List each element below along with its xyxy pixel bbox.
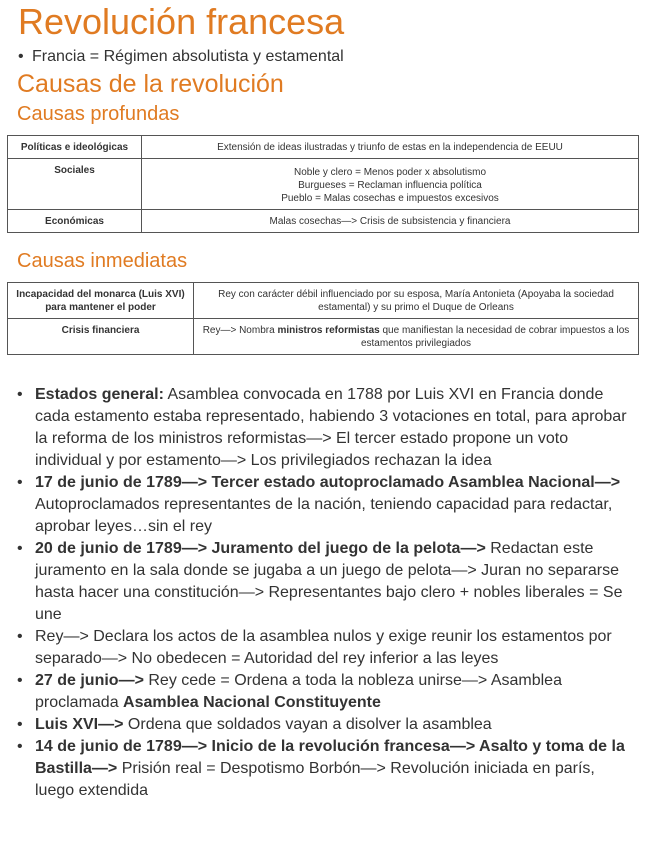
bullet: •: [17, 474, 23, 491]
subsection-title-deep: Causas profundas: [17, 103, 180, 125]
note-emphasis: Luis XVI—>: [35, 716, 124, 733]
deep-causes-table: [7, 135, 639, 233]
list-item: [16, 538, 636, 626]
note-text: Prisión real = Despotismo Borbón—> Revolución iniciada en parís, luego extendida: [35, 760, 595, 799]
row-value: Malas cosechas—> Crisis de subsistencia y financiera: [142, 210, 639, 233]
row-key: Sociales: [8, 159, 142, 210]
note-emphasis: Estados general:: [35, 386, 164, 403]
notes-list: [16, 384, 636, 802]
value-line: Noble y clero = Menos poder x absolutismo: [293, 167, 487, 178]
row-key: Incapacidad del monarca (Luis XVI) para mantener el poder: [8, 283, 194, 319]
note-text: Redactan este juramento en la sala donde se jugaba a un juego de pelota—> Juran no separarse hasta hacer una constitución—> Representantes bajo clero + nobles liberales = Se une: [35, 540, 623, 623]
table-row: [8, 283, 639, 319]
note-emphasis: 17 de junio de 1789—> Tercer estado autoproclamado Asamblea Nacional—>: [35, 474, 621, 491]
value-line: Pueblo = Malas cosechas e impuestos excesivos: [281, 193, 499, 204]
subsection-title-immediate: Causas inmediatas: [17, 250, 188, 272]
bullet: •: [18, 48, 24, 65]
list-item: [16, 714, 636, 736]
note-text: Rey cede = Ordena a toda la nobleza unirse—> Asamblea proclamada: [35, 672, 562, 711]
row-value: Rey con carácter débil influenciado por su esposa, María Antonieta (Apoyaba la sociedad estamental) y su primo el Duque de Orleans: [194, 283, 639, 319]
list-item: [16, 736, 636, 802]
note-text: Rey—> Declara los actos de la asamblea nulos y exige reunir los estamentos por separado—> No obedecen = Autoridad del rey inferior a las leyes: [35, 628, 612, 667]
table-row: [8, 319, 639, 355]
row-value: Extensión de ideas ilustradas y triunfo de estas en la independencia de EEUU: [142, 136, 639, 159]
note-emphasis: 14 de junio de 1789—> Inicio de la revolución francesa—> Asalto y toma de la Bastilla—>: [35, 738, 625, 777]
list-item: [16, 670, 636, 714]
row-value: [142, 159, 639, 210]
row-key: Políticas e ideológicas: [8, 136, 142, 159]
table-row: [8, 210, 639, 233]
list-item: [16, 384, 636, 472]
value-line: Burgueses = Reclaman influencia política: [298, 180, 482, 191]
note-text: Ordena que soldados vayan a disolver la asamblea: [123, 716, 492, 733]
bullet: •: [17, 628, 23, 645]
bullet: •: [17, 386, 23, 403]
intro-text: Francia = Régimen absolutista y estamental: [32, 48, 344, 65]
note-emphasis: Asamblea Nacional Constituyente: [123, 694, 381, 711]
list-item: [16, 472, 636, 538]
note-text: Asamblea convocada en 1788 por Luis XVI en Francia donde cada estamento estaba representado, habiendo 3 votaciones en total, para aprobar la reforma de los ministros reformistas—> El tercer estado propone un voto individual y por estamento—> Los privilegiados rechazan la idea: [35, 386, 627, 469]
row-value: [194, 319, 639, 355]
section-title: Causas de la revolución: [17, 70, 284, 98]
row-key: Crisis financiera: [8, 319, 194, 355]
row-key: Económicas: [8, 210, 142, 233]
bullet: •: [17, 672, 23, 689]
intro-line: [18, 47, 344, 67]
note-text: Autoproclamados representantes de la nación, teniendo capacidad para redactar, aprobar leyes…sin el rey: [35, 496, 613, 535]
bullet: •: [17, 716, 23, 733]
value-emphasis: ministros reformistas: [277, 325, 380, 336]
value-text: Rey—> Nombra: [202, 325, 278, 336]
table-row: [8, 136, 639, 159]
table-row: [8, 159, 639, 210]
page-title: Revolución francesa: [18, 1, 345, 42]
value-text: que manifiestan la necesidad de cobrar impuestos a los estamentos privilegiados: [360, 325, 630, 349]
immediate-causes-table: [7, 282, 639, 355]
list-item: [16, 626, 636, 670]
note-emphasis: 20 de junio de 1789—> Juramento del juego de la pelota—>: [35, 540, 486, 557]
bullet: •: [17, 540, 23, 557]
bullet: •: [17, 738, 23, 755]
note-emphasis: 27 de junio—>: [35, 672, 144, 689]
